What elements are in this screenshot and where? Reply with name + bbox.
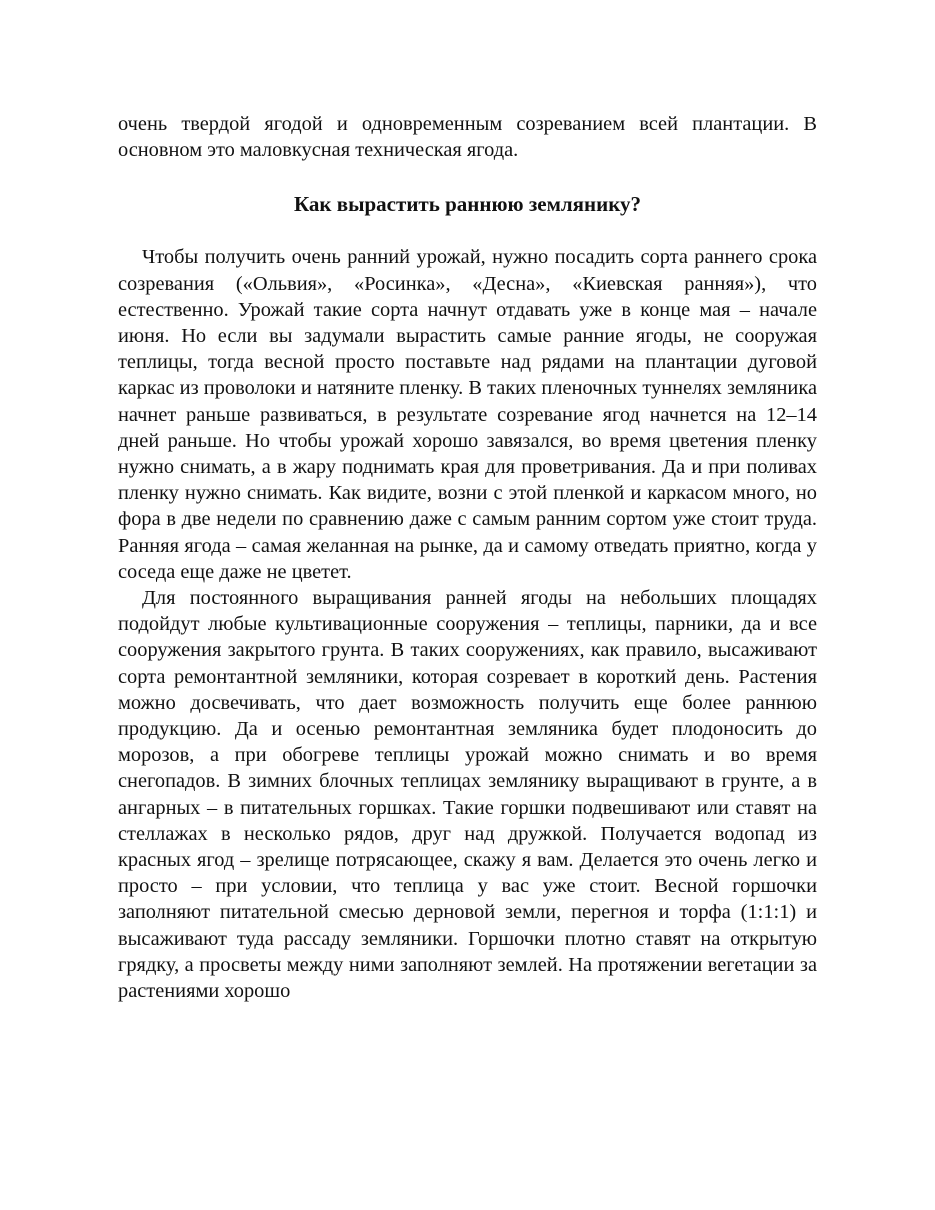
document-page	[118, 111, 817, 1004]
body-paragraph-2: Для постоянного выращивания ранней ягоды на небольших площадях подойдут любые культивационные сооружения – теплицы, парники, да и все сооружения закрытого грунта. В таких сооружениях, как правило, высаживают сорта ремонтантной земляники, которая созревает в короткий день. Растения можно досвечивать, что дает возможность получить еще более раннюю продукцию. Да и осенью ремонтантная земляника будет плодоносить до морозов, а при обогреве теплицы урожай можно снимать и во время снегопадов. В зимних блочных теплицах землянику выращивают в грунте, а в ангарных – в питательных горшках. Такие горшки подвешивают или ставят на стеллажах в несколько рядов, друг над дружкой. Получается водопад из красных ягод – зрелище потрясающее, скажу я вам. Делается это очень легко и просто – при условии, что теплица у вас уже стоит. Весной горшочки заполняют питательной смесью дерновой земли, перегноя и торфа (1:1:1) и высаживают туда рассаду земляники. Горшочки плотно ставят на открытую грядку, а просветы между ними заполняют землей. На протяжении вегетации за растениями хорошо	[118, 587, 817, 1003]
body-paragraph-1: Чтобы получить очень ранний урожай, нужно посадить сорта раннего срока созревания («Ольвия», «Росинка», «Десна», «Киевская ранняя»), что естественно. Урожай такие сорта начнут отдавать уже в конце мая – начале июня. Но если вы задумали вырастить самые ранние ягоды, не сооружая теплицы, тогда весной просто поставьте над рядами на плантации дуговой каркас из проволоки и натяните пленку. В таких пленочных туннелях земляника начнет раньше развиваться, в результате созревание ягод начнется на 12–14 дней раньше. Но чтобы урожай хорошо завязался, во время цветения пленку нужно снимать, а в жару поднимать края для проветривания. Да и при поливах пленку нужно снимать. Как видите, возни с этой пленкой и каркасом много, но фора в две недели по сравнению даже с самым ранним сортом уже стоит труда. Ранняя ягода – самая желанная на рынке, да и самому отведать приятно, когда у соседа еще даже не цветет.	[118, 246, 817, 583]
intro-paragraph: очень твердой ягодой и одновременным созреванием всей плантации. В основном это маловкусная техническая ягода.	[118, 113, 817, 162]
section-heading: Как вырастить раннюю землянику?	[293, 192, 642, 217]
